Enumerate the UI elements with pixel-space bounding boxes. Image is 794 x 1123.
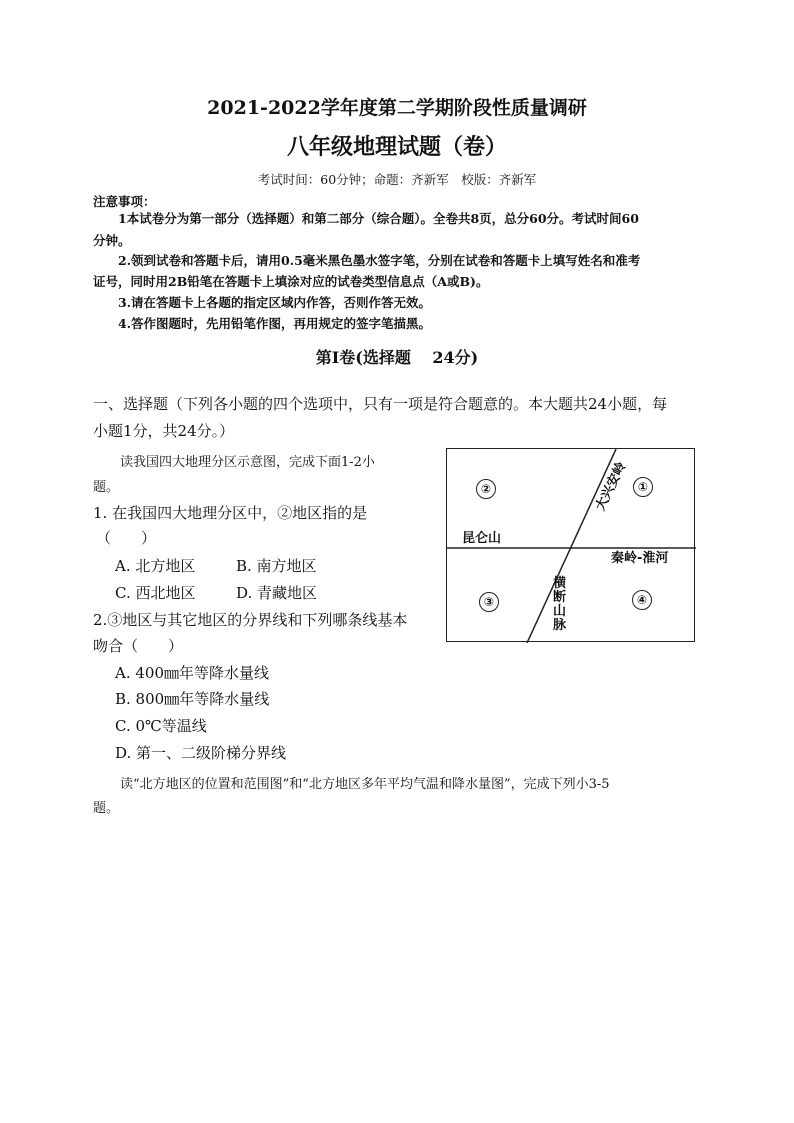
intro-1-line-2: 题。 xyxy=(93,480,120,495)
question-1-paren: （ ） xyxy=(96,529,157,547)
notice-item-1-line-2: 分钟。 xyxy=(93,233,131,248)
exam-info: 考试时间：60分钟；命题：齐新军 校版：齐新军 xyxy=(257,172,537,187)
part-title: 第Ⅰ卷(选择题 24分) xyxy=(315,348,479,367)
intro-2-line-2: 题。 xyxy=(93,801,120,816)
hengduan-mountains-label: 横断山脉 xyxy=(553,576,567,633)
notice-item-4: 4.答作图题时，先用铅笔作图，再用规定的签字笔描黑。 xyxy=(118,316,432,331)
section-heading-line-2: 小题1分，共24分。） xyxy=(93,422,235,440)
question-1-option-c: C. 西北地区 xyxy=(115,584,196,602)
kunlun-mountains-label: 昆仑山 xyxy=(462,531,502,546)
daxinganling-label: 大兴安岭 xyxy=(593,459,630,514)
question-1-option-b: B. 南方地区 xyxy=(236,557,317,575)
question-2-option-d: D. 第一、二级阶梯分界线 xyxy=(115,744,287,762)
question-2-option-c: C. 0℃等温线 xyxy=(115,717,207,735)
notice-item-2-line-2: 证号，同时用2B铅笔在答题卡上填涂对应的试卷类型信息点（A或B)。 xyxy=(93,274,489,289)
question-2-stem-line-1: 2.③地区与其它地区的分界线和下列哪条线基本 xyxy=(93,611,408,629)
four-regions-map xyxy=(446,448,695,642)
notice-title: 注意事项： xyxy=(93,194,156,209)
notice-item-2-line-1: 2.领到试卷和答题卡后，请用0.5毫米黑色墨水签字笔，分别在试卷和答题卡上填写姓名和准考 xyxy=(118,253,641,268)
intro-1-line-1: 读我国四大地理分区示意图，完成下面1-2小 xyxy=(120,455,375,470)
question-2-option-b: B. 800㎜年等降水量线 xyxy=(115,690,270,708)
daxinganling-hengduan-line xyxy=(527,449,616,643)
region-4-marker: ④ xyxy=(632,590,652,610)
question-2-option-a: A. 400㎜年等降水量线 xyxy=(115,664,269,682)
intro-2-line-1: 读“北方地区的位置和范围图”和“北方地区多年平均气温和降水量图”，完成下列小3-5 xyxy=(120,777,610,792)
region-3-marker: ③ xyxy=(479,592,499,612)
region-1-marker: ① xyxy=(633,477,653,497)
question-1-stem: 1. 在我国四大地理分区中，②地区指的是 xyxy=(93,504,368,522)
question-1-option-a: A. 北方地区 xyxy=(115,557,196,575)
qinling-huaihe-label: 秦岭-淮河 xyxy=(611,551,669,566)
question-1-option-d: D. 青藏地区 xyxy=(236,584,318,602)
question-2-stem-line-2: 吻合（ ） xyxy=(93,637,184,655)
region-2-marker: ② xyxy=(476,479,496,499)
notice-item-1-line-1: 1本试卷分为第一部分（选择题）和第二部分（综合题）。全卷共8页，总分60分。考试时间60 xyxy=(118,211,639,226)
exam-title: 2021-2022学年度第二学期阶段性质量调研 xyxy=(207,97,587,119)
notice-item-3: 3.请在答题卡上各题的指定区域内作答，否则作答无效。 xyxy=(118,295,432,310)
exam-subtitle: 八年级地理试题（卷） xyxy=(286,135,507,160)
section-heading-line-1: 一、选择题（下列各小题的四个选项中，只有一项是符合题意的。本大题共24小题，每 xyxy=(93,395,668,413)
